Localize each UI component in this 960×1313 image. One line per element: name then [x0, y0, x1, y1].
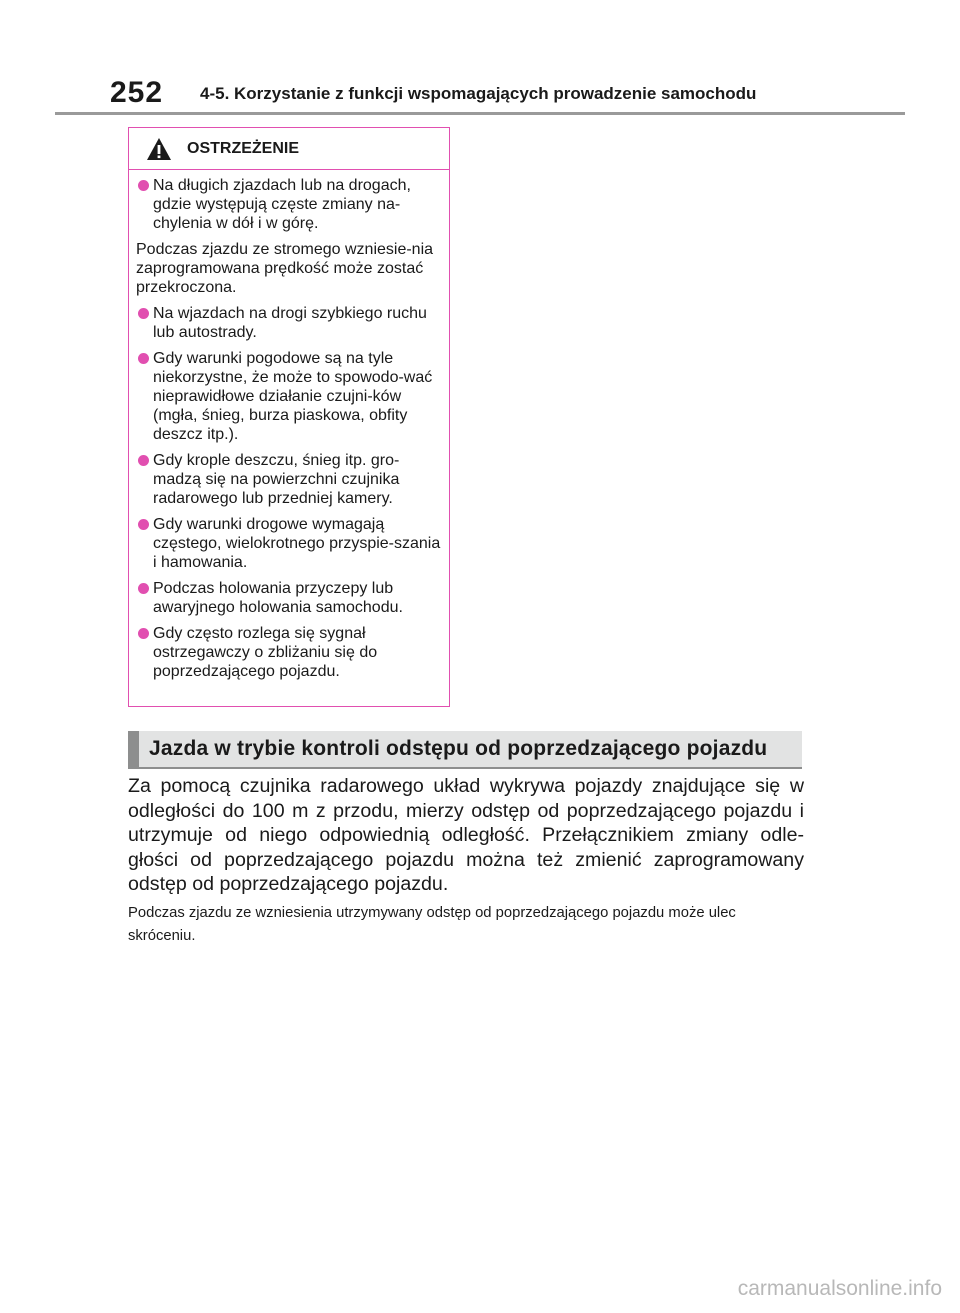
warning-bullet-text: Na długich zjazdach lub na drogach, gdzie występują częste zmiany na-chylenia w dół i w górę. — [153, 177, 411, 232]
warning-bullet-text: Gdy warunki pogodowe są na tyle niekorzystne, że może to spowodo-wać nieprawidłowe działanie czujni-ków (mgła, śnieg, burza piaskowa, obfity deszcz itp.). — [153, 350, 433, 443]
warning-bullet-text: Gdy warunki drogowe wymagają częstego, wielokrotnego przyspie-szania i hamowania. — [153, 516, 441, 571]
section-body: Za pomocą czujnika radarowego układ wykrywa pojazdy znajdujące się w odległości do 100 m z przodu, mierzy odstęp od poprzedzającego pojazdu i utrzymuje od niego odpowiednią odległość. Przełącznikiem zmiany odle-głości od poprzedzającego pojazdu można też zmienić zaprogramowany odstęp od poprzedzającego pojazdu. — [128, 775, 804, 895]
bullet-dot-icon — [138, 519, 149, 530]
warning-bullet-item — [136, 624, 443, 681]
warning-title: OSTRZEŻENIE — [187, 140, 300, 157]
warning-bullet-item — [136, 176, 443, 233]
warning-bullet-item — [136, 451, 443, 508]
warning-body — [129, 170, 449, 681]
bullet-dot-icon — [138, 455, 149, 466]
watermark: carmanualsonline.info — [737, 1277, 942, 1300]
warning-bullet-text: Gdy często rozlega się sygnał ostrzegawczy o zbliżaniu się do poprzedzającego pojazdu. — [153, 625, 378, 680]
page-number: 252 — [110, 76, 164, 109]
warning-bullet-item — [136, 579, 443, 617]
chapter-title: 4-5. Korzystanie z funkcji wspomagających prowadzenie samochodu — [200, 84, 757, 103]
warning-box — [128, 127, 450, 707]
bullet-dot-icon — [138, 628, 149, 639]
bullet-dot-icon — [138, 353, 149, 364]
warning-bullet-text: Na wjazdach na drogi szybkiego ruchu lub autostrady. — [153, 305, 427, 341]
section-heading-rule — [128, 767, 802, 769]
bullet-dot-icon — [138, 583, 149, 594]
warning-bullet-item — [136, 515, 443, 572]
warning-bullet-text: Gdy krople deszczu, śnieg itp. gro-madzą się na powierzchni czujnika radarowego lub przedniej kamery. — [153, 452, 400, 507]
section-title: Jazda w trybie kontroli odstępu od poprzedzającego pojazdu — [149, 737, 768, 760]
warning-paragraph: Podczas zjazdu ze stromego wzniesie-nia zaprogramowana prędkość może zostać przekroczona. — [136, 241, 434, 296]
section-note: Podczas zjazdu ze wzniesienia utrzymywany odstęp od poprzedzającego pojazdu może ulec skróceniu. — [128, 905, 736, 944]
header-divider — [55, 112, 905, 115]
warning-bullet-text: Podczas holowania przyczepy lub awaryjnego holowania samochodu. — [153, 580, 403, 616]
warning-bullet-item — [136, 304, 443, 342]
warning-triangle-icon — [146, 137, 172, 161]
bullet-dot-icon — [138, 308, 149, 319]
page-header — [110, 76, 905, 112]
section-heading-bar — [128, 731, 802, 768]
bullet-dot-icon — [138, 180, 149, 191]
warning-bullet-item — [136, 349, 443, 444]
warning-header — [129, 128, 449, 170]
